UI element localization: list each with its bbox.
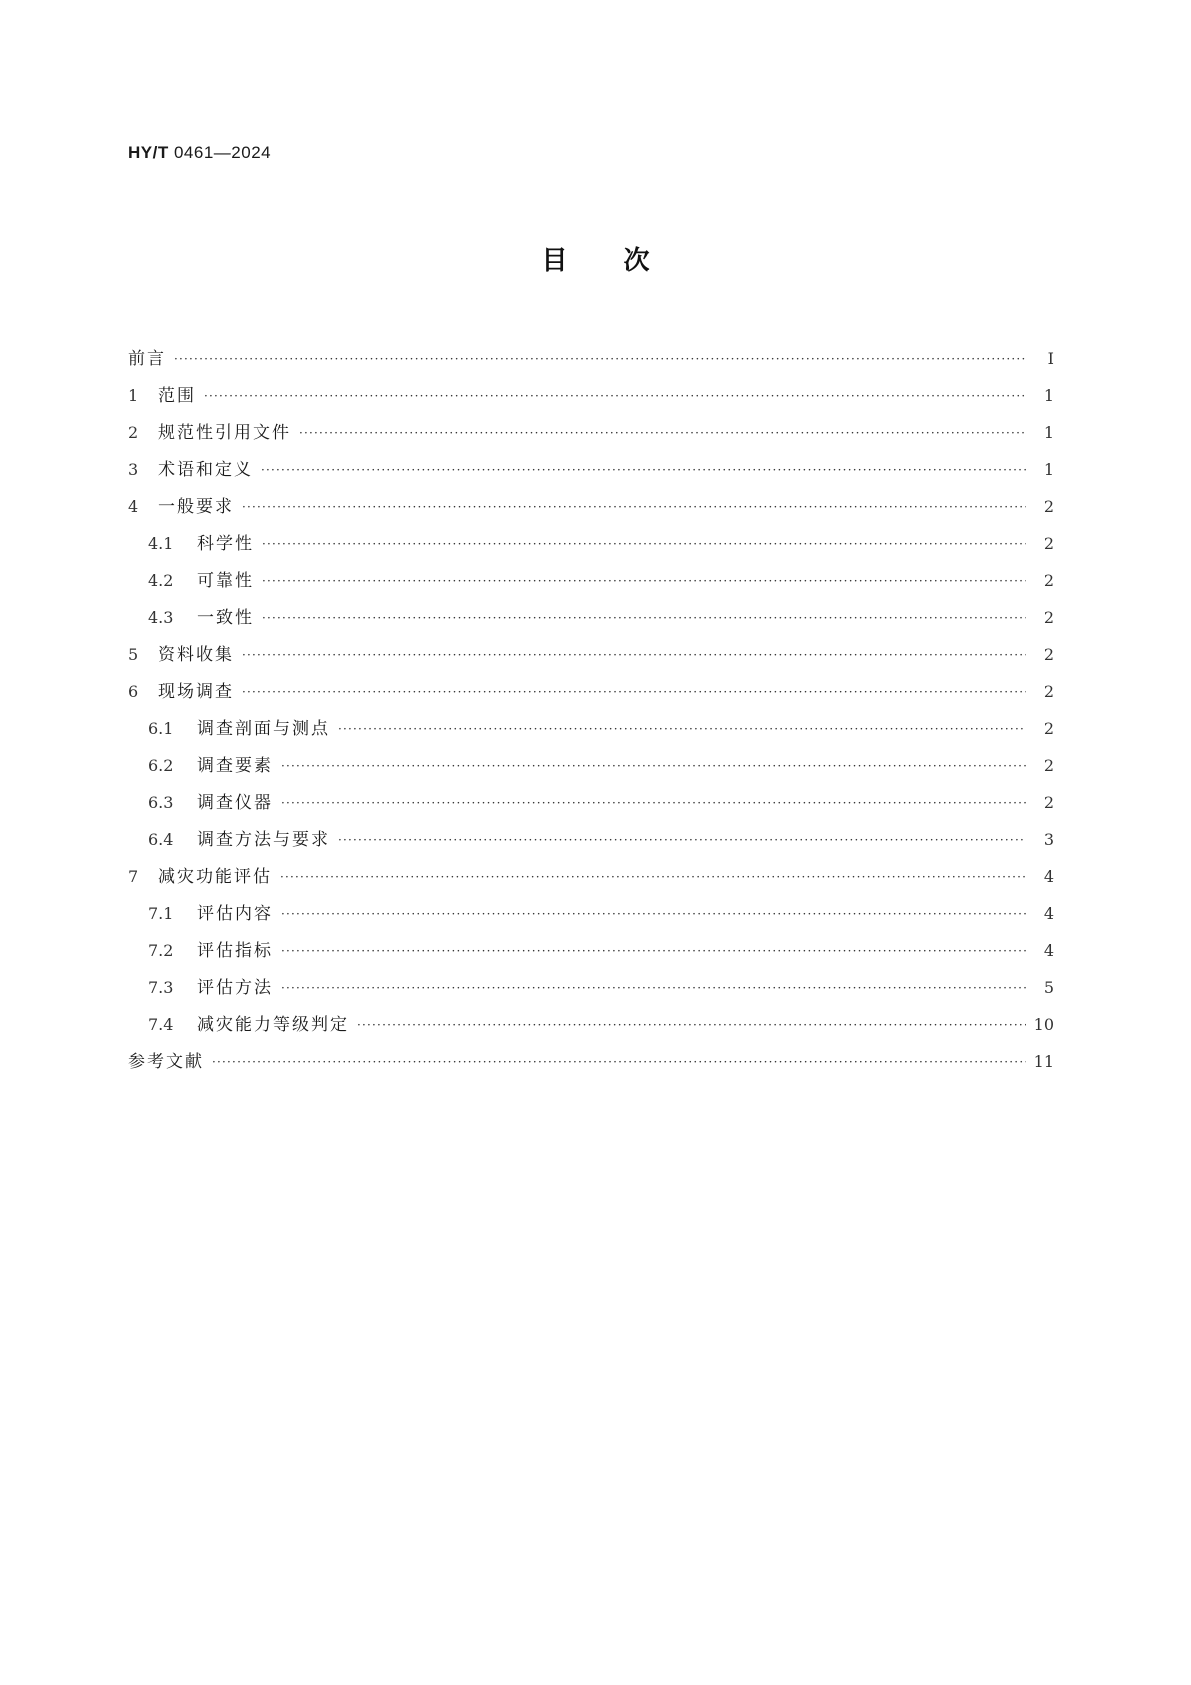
- toc-leader-dots: [204, 378, 1026, 415]
- toc-leader-dots: [281, 748, 1026, 785]
- toc-leader-dots: [338, 711, 1026, 748]
- toc-entry[interactable]: [128, 710, 1054, 747]
- toc-entry-number: 5: [128, 645, 139, 664]
- toc-entry-title: 参考文献: [128, 1052, 204, 1072]
- toc-entry-title: 一致性: [197, 608, 254, 628]
- toc-entry-number: 6.4: [148, 830, 174, 849]
- page-title: 目次: [541, 246, 706, 276]
- toc-leader-dots: [261, 452, 1026, 489]
- toc-entry-number: 7.4: [148, 1015, 174, 1034]
- toc-entry-title: 前言: [128, 349, 166, 369]
- toc-entry-number: 7.3: [148, 978, 174, 997]
- toc-leader-dots: [281, 896, 1026, 933]
- toc-entry[interactable]: [128, 562, 1054, 599]
- table-of-contents: [128, 340, 1054, 1080]
- toc-entry-page: 10: [1033, 1015, 1054, 1034]
- toc-entry-title: 调查剖面与测点: [197, 719, 330, 739]
- toc-entry[interactable]: [128, 969, 1054, 1006]
- toc-entry-page: 2: [1043, 756, 1054, 775]
- toc-entry[interactable]: [128, 636, 1054, 673]
- toc-entry-page: 3: [1043, 830, 1054, 849]
- toc-entry-page: 2: [1043, 645, 1054, 664]
- toc-entry-number: 7.2: [148, 941, 174, 960]
- toc-entry[interactable]: [128, 747, 1054, 784]
- toc-entry[interactable]: [128, 525, 1054, 562]
- toc-entry[interactable]: [128, 1043, 1054, 1080]
- toc-entry-title: 范围: [158, 386, 196, 406]
- toc-entry-page: 2: [1043, 608, 1054, 627]
- toc-entry[interactable]: [128, 599, 1054, 636]
- toc-entry-page: 4: [1043, 867, 1054, 886]
- toc-leader-dots: [280, 859, 1026, 896]
- toc-leader-dots: [357, 1007, 1026, 1044]
- toc-entry[interactable]: [128, 488, 1054, 525]
- toc-entry-page: 4: [1043, 904, 1054, 923]
- toc-leader-dots: [262, 563, 1026, 600]
- toc-leader-dots: [174, 341, 1026, 378]
- toc-leader-dots: [299, 415, 1026, 452]
- toc-leader-dots: [242, 637, 1026, 674]
- toc-leader-dots: [338, 822, 1026, 859]
- toc-entry-title: 资料收集: [158, 645, 234, 665]
- toc-entry[interactable]: [128, 932, 1054, 969]
- toc-entry-number: 7: [128, 867, 139, 886]
- toc-entry-number: 6.1: [148, 719, 174, 738]
- toc-entry[interactable]: [128, 414, 1054, 451]
- standard-prefix: HY/T: [128, 143, 169, 162]
- toc-entry[interactable]: [128, 895, 1054, 932]
- toc-entry-page: 2: [1043, 719, 1054, 738]
- toc-entry-page: 11: [1033, 1052, 1054, 1071]
- toc-entry-number: 4: [128, 497, 139, 516]
- toc-entry[interactable]: [128, 377, 1054, 414]
- toc-entry-page: 2: [1043, 682, 1054, 701]
- toc-entry-title: 调查方法与要求: [197, 830, 330, 850]
- toc-entry-number: 6: [128, 682, 139, 701]
- toc-entry-title: 现场调查: [158, 682, 234, 702]
- toc-leader-dots: [262, 600, 1026, 637]
- toc-entry-number: 6.2: [148, 756, 174, 775]
- toc-entry-title: 规范性引用文件: [158, 423, 291, 443]
- toc-entry-title: 评估内容: [197, 904, 273, 924]
- toc-entry[interactable]: [128, 673, 1054, 710]
- toc-entry[interactable]: [128, 451, 1054, 488]
- toc-entry[interactable]: [128, 1006, 1054, 1043]
- toc-entry-page: 2: [1043, 571, 1054, 590]
- toc-entry-title: 调查仪器: [197, 793, 273, 813]
- toc-leader-dots: [281, 970, 1026, 1007]
- standard-code: [128, 143, 271, 163]
- toc-entry[interactable]: [128, 821, 1054, 858]
- toc-entry[interactable]: [128, 858, 1054, 895]
- toc-leader-dots: [281, 933, 1026, 970]
- toc-entry-number: 4.3: [148, 608, 174, 627]
- toc-entry-page: 2: [1043, 534, 1054, 553]
- toc-entry-number: 4.1: [148, 534, 174, 553]
- toc-entry-number: 4.2: [148, 571, 174, 590]
- toc-entry-page: 2: [1043, 793, 1054, 812]
- toc-entry-title: 一般要求: [158, 497, 234, 517]
- toc-entry-page: 1: [1043, 460, 1054, 479]
- toc-entry-title: 科学性: [197, 534, 254, 554]
- toc-entry-number: 7.1: [148, 904, 174, 923]
- toc-entry-title: 调查要素: [197, 756, 273, 776]
- toc-entry-page: 2: [1043, 497, 1054, 516]
- toc-entry-title: 可靠性: [197, 571, 254, 591]
- toc-entry-title: 术语和定义: [158, 460, 253, 480]
- toc-entry-page: Ⅰ: [1047, 349, 1054, 368]
- toc-entry-number: 1: [128, 386, 139, 405]
- toc-entry-title: 减灾功能评估: [158, 867, 272, 887]
- toc-entry-title: 评估指标: [197, 941, 273, 961]
- toc-leader-dots: [281, 785, 1026, 822]
- standard-number: 0461—2024: [173, 143, 272, 162]
- toc-entry-number: 6.3: [148, 793, 174, 812]
- toc-leader-dots: [242, 489, 1026, 526]
- toc-leader-dots: [262, 526, 1026, 563]
- toc-leader-dots: [242, 674, 1026, 711]
- toc-entry-number: 3: [128, 460, 139, 479]
- toc-entry-page: 4: [1043, 941, 1054, 960]
- toc-entry-page: 1: [1043, 423, 1054, 442]
- toc-entry-page: 1: [1043, 386, 1054, 405]
- toc-entry-title: 减灾能力等级判定: [197, 1015, 349, 1035]
- toc-entry[interactable]: [128, 784, 1054, 821]
- toc-entry-number: 2: [128, 423, 139, 442]
- toc-entry[interactable]: [128, 340, 1054, 377]
- toc-leader-dots: [212, 1044, 1026, 1081]
- toc-entry-title: 评估方法: [197, 978, 273, 998]
- toc-entry-page: 5: [1043, 978, 1054, 997]
